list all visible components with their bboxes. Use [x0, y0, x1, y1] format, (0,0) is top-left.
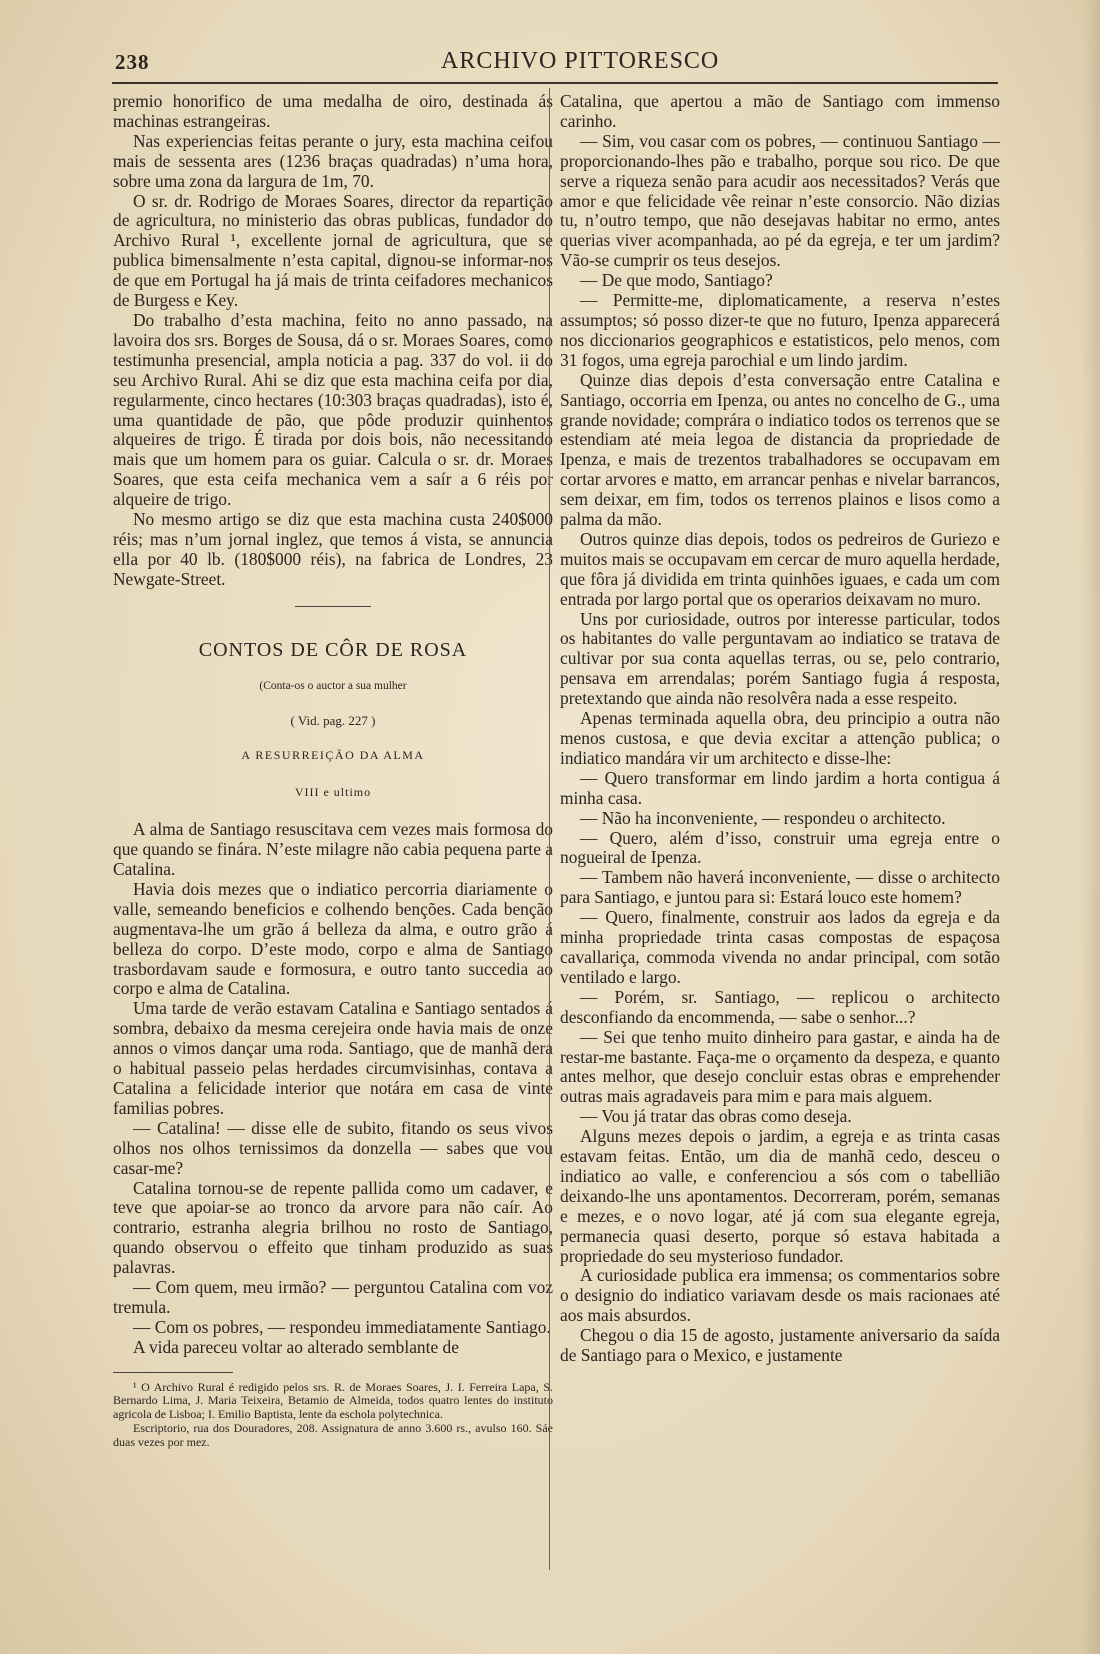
column-divider	[549, 88, 550, 1570]
paragraph: — Sim, vou casar com os pobres, — continuou Santiago — proporcionando-lhes pão e trabalho, porque sou rico. De que serve a riqueza senão para acudir aos necessitados? Verás que amor e que felicidade vêe reinar n’este consorcio. Não dizias tu, n’outro tempo, que não desejavas habitar no ermo, antes querias viver acompanhada, ao pé da egreja, e ter um jardim? Vão-se cumprir os teus desejos.	[560, 130, 1000, 271]
paragraph: — Quero, finalmente, construir aos lados da egreja e da minha propriedade trinta casas compostas de espaçosa cavallariça, commoda vivenda no andar principal, com sotão ventilado e largo.	[560, 907, 1000, 987]
paragraph: Do trabalho d’esta machina, feito no anno passado, na lavoira dos srs. Borges de Sousa, dá o sr. Moraes Soares, como testimunha presencial, ampla noticia a pag. 337 do vol. ii do seu Archivo Rural. Ahi se diz que esta machina ceifa por dia, regularmente, cinco hectares (10:303 braças quadradas), isto é, uma quantidade de pão, que pôde produzir quinhentos alqueires de trigo. É tirada por dois bois, não necessitando mais que um homem para os guiar. Calcula o sr. dr. Moraes Soares, que esta ceifa mechanica vem a saír a 6 réis por alqueire de trigo.	[113, 309, 553, 510]
paragraph: — Com quem, meu irmão? — perguntou Catalina com voz tremula.	[113, 1277, 553, 1317]
paragraph: Apenas terminada aquella obra, deu principio a outra não menos custosa, e que devia excitar a attenção publica; o indiatico mandára vir um architecto e disse-lhe:	[560, 708, 1000, 768]
paragraph: Chegou o dia 15 de agosto, justamente aniversario da saída de Santiago para o Mexico, e justamente	[560, 1325, 1000, 1366]
paragraph: — Permitte-me, diplomaticamente, a reserva n’estes assumptos; só posso dizer-te que no futuro, Ipenza apparecerá nos diccionarios geographicos e estatisticos, pelo menos, com 31 fogos, uma egreja parochial e um lindo jardim.	[560, 290, 1000, 370]
footnote: Escriptorio, rua dos Douradores, 208. Assignatura de anno 3.600 rs., avulso 160. Sáe duas vezes por mez.	[113, 1421, 553, 1449]
header-rule	[112, 82, 998, 84]
paragraph: Outros quinze dias depois, todos os pedreiros de Guriezo e muitos mais se occupavam em cercar de muro aquella herdade, que fôra já dividida em trinta quinhões iguaes, e cada um com entrada por largo portal que os operarios deixavam no muro.	[560, 528, 1000, 609]
story-chapter: VIII e ultimo	[294, 785, 372, 800]
story-title: CONTOS DE CÔR DE ROSA	[198, 638, 468, 661]
paragraph: — Quero, além d’isso, construir uma egreja entre o nogueiral de Ipenza.	[560, 827, 1000, 868]
paragraph: A alma de Santiago resuscitava cem vezes mais formosa do que quando se finára. N’este milagre não cabia pequena parte a Catalina.	[113, 819, 553, 879]
paragraph: — Com os pobres, — respondeu immediatamente Santiago.	[133, 1316, 551, 1337]
paragraph: Quinze dias depois d’esta conversação entre Catalina e Santiago, occorria em Ipenza, ou antes no concelho de G., uma grande novidade; comprára o indiatico todos os terrenos que se estendiam até meia legoa de distancia da propriedade de Ipenza, e mais de trezentos trabalhadores se occupavam em cortar arvores e matto, em arrancar penhas e nivelar barrancos, sem deixar, em fim, todos os terrenos plainos e lisos como a palma da mão.	[560, 369, 1000, 530]
paragraph: — Não ha inconveniente, — respondeu o architecto.	[580, 807, 946, 828]
paragraph: O sr. dr. Rodrigo de Moraes Soares, director da repartição de agricultura, no ministerio das obras publicas, fundador do Archivo Rural ¹, excellente jornal de agricultura, que se publica bimensalmente n’esta capital, dignou-se informar-nos de que em Portugal ha já mais de trinta ceifadores mechanicos de Burgess e Key.	[113, 190, 553, 311]
paragraph: Havia dois mezes que o indiatico percorria diariamente o valle, semeando beneficios e colhendo benções. Cada benção augmentava-lhe um grão á belleza da alma, e outro grão á belleza do corpo. D’este modo, corpo e alma de Santiago trasbordavam saude e formosura, e outro tanto succedia ao corpo e alma de Catalina.	[113, 878, 553, 999]
paragraph: No mesmo artigo se diz que esta machina custa 240$000 réis; mas n’um jornal inglez, que temos á vista, se annuncia ella por 40 lb. (180$000 réis), na fabrica de Londres, 23 Newgate-Street.	[113, 509, 553, 589]
right-column	[560, 92, 1000, 1366]
story-subtitle: (Conta-os o auctor a sua mulher	[259, 679, 407, 692]
story-heading: A RESURREIÇÃO DA ALMA	[241, 748, 425, 763]
paragraph: Alguns mezes depois o jardim, a egreja e as trinta casas estavam feitas. Então, um dia de manhã cedo, desceu o indiatico ao valle, e conferenciou a sós com o tabellião deixando-lhe uns apontamentos. Decorreram, porém, semanas e mezes, e o novo logar, até já com sua elegante egreja, permanecia quasi deserto, porque só estava habitada a propriedade do seu mysterioso fundador.	[560, 1126, 1000, 1266]
paragraph: — Porém, sr. Santiago, — replicou o architecto desconfiando da encommenda, — sabe o senhor...?	[560, 986, 1000, 1027]
paragraph: A curiosidade publica era immensa; os commentarios sobre o designio do indiatico variavam desde os mais racionaes até aos mais absurdos.	[560, 1265, 1000, 1326]
paragraph: — Tambem não haverá inconveniente, — disse o architecto para Santiago, e juntou para si: Estará louco este homem?	[560, 867, 1000, 908]
paragraph: — De que modo, Santiago?	[580, 270, 773, 291]
left-column	[113, 92, 553, 1450]
paragraph: Nas experiencias feitas perante o jury, esta machina ceifou mais de sessenta ares (1236 braças quadradas) n’uma hora, sobre uma zona da largura de 1m, 70.	[113, 130, 553, 191]
paragraph: Catalina tornou-se de repente pallida como um cadaver, e teve que apoiar-se ao tronco da arvore para não caír. Ao contrario, estranha alegria brilhou no rosto de Santiago, quando observou o effeito que tinham produzido as suas palavras.	[113, 1177, 553, 1278]
paragraph: Uma tarde de verão estavam Catalina e Santiago sentados á sombra, debaixo da mesma cerejeira onde havia mais de onze annos o vimos dançar uma roda. Santiago, que de manhã dera o habitual passeio pelas herdades circumvisinhas, contava a Catalina a felicidade interior que notára em casa de vinte familias pobres.	[113, 998, 553, 1118]
paragraph: — Quero transformar em lindo jardim a horta contigua á minha casa.	[560, 767, 1000, 808]
paragraph: premio honorifico de uma medalha de oiro, destinada ás machinas estrangeiras.	[113, 91, 553, 131]
page-header	[115, 48, 995, 82]
footnote-rule	[113, 1372, 233, 1373]
page-edge-shading	[1082, 0, 1100, 1654]
paragraph: Catalina, que apertou a mão de Santiago com immenso carinho.	[560, 91, 1000, 131]
paragraph: — Vou já tratar das obras como deseja.	[580, 1106, 852, 1127]
paragraph: — Sei que tenho muito dinheiro para gastar, e ainda ha de restar-me bastante. Faça-me o orçamento da despeza, e quanto antes melhor, que desejo concluir estas obras e emprehender outras mais agradaveis para mim e para mais alguem.	[560, 1026, 1000, 1107]
paragraph: — Catalina! — disse elle de subito, fitando os seus vivos olhos nos olhos ternissimos da donzella — sabes que vou casar-me?	[113, 1117, 553, 1178]
running-title: ARCHIVO PITTORESCO	[441, 48, 720, 74]
section-separator	[295, 606, 371, 607]
story-reference: ( Vid. pag. 227 )	[290, 713, 376, 729]
paragraph: Uns por curiosidade, outros por interesse particular, todos os habitantes do valle perguntavam ao indiatico se tratava de cultivar por sua conta aquellas terras, ou se, pelo contrario, pensava em arrendalas; porém Santiago fugia á resposta, pretextando que ainda não resolvêra nada a esse respeito.	[560, 608, 1000, 709]
footnotes	[113, 1372, 553, 1450]
page-number: 238	[115, 50, 150, 74]
paragraph: A vida pareceu voltar ao alterado semblante de	[133, 1336, 459, 1357]
footnote: ¹ O Archivo Rural é redigido pelos srs. R. de Moraes Soares, J. I. Ferreira Lapa, S. Bernardo Lima, J. Maria Teixeira, Betamio de Almeida, todos quatro lentes do instituto agricola de Lisboa; I. Emilio Baptista, lente da eschola polytechnica.	[113, 1379, 553, 1422]
